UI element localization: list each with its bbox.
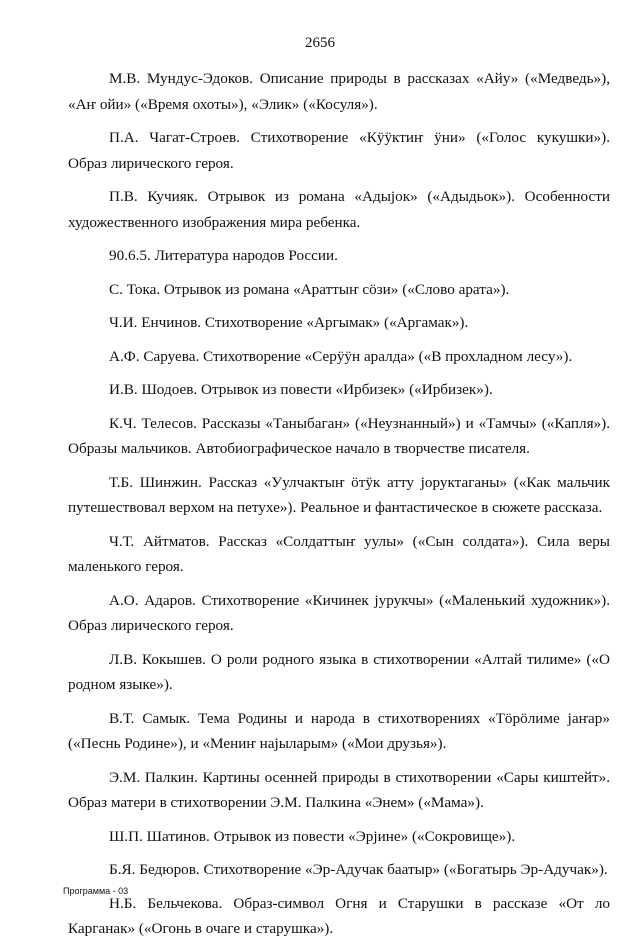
paragraph: В.Т. Самык. Тема Родины и народа в стихотворениях «Тӧрӧлиме јаҥар» («Песнь Родине»), и «Мениҥ најыларым» («Мои друзья»).: [68, 709, 610, 752]
paragraph: Э.М. Палкин. Картины осенней природы в стихотворении «Сары киштейт». Образ матери в стихотворении Э.М. Палкина «Энем» («Мама»).: [68, 768, 610, 811]
paragraph: А.Ф. Саруева. Стихотворение «Серӱӱн аралда» («В прохладном лесу»).: [109, 347, 573, 365]
paragraph: А.О. Адаров. Стихотворение «Кичинек јурукчы» («Маленький художник»). Образ лирического героя.: [68, 591, 610, 634]
paragraph: Л.В. Кокышев. О роли родного языка в стихотворении «Алтай тилиме» («О родном языке»).: [68, 650, 610, 693]
paragraph: Ч.Т. Айтматов. Рассказ «Солдаттыҥ уулы» («Сын солдата»). Сила веры маленького героя.: [68, 532, 610, 575]
paragraph: Н.Б. Бельчекова. Образ-символ Огня и Старушки в рассказе «От ло Карганак» («Огонь в очаге и старушка»).: [68, 894, 610, 937]
section-heading: 90.6.5. Литература народов России.: [109, 247, 338, 264]
page-number: 2656: [305, 35, 335, 51]
document-body: [68, 66, 610, 950]
paragraph: И.В. Шодоев. Отрывок из повести «Ирбизек» («Ирбизек»).: [109, 381, 493, 398]
paragraph: С. Тока. Отрывок из романа «Араттыҥ сӧзи» («Слово арата»).: [109, 280, 510, 298]
page-footer: Программа - 03: [63, 886, 129, 896]
paragraph: Ч.И. Енчинов. Стихотворение «Аргымак» («Аргамак»).: [109, 314, 469, 331]
paragraph: К.Ч. Телесов. Рассказы «Таныбаган» («Неузнанный») и «Тамчы» («Капля»). Образы мальчиков. Автобиографическое начало в творчестве писателя.: [68, 414, 610, 457]
paragraph: Б.Я. Бедюров. Стихотворение «Эр-Адучак баатыр» («Богатырь Эр-Адучак»).: [109, 861, 608, 878]
paragraph: Ш.П. Шатинов. Отрывок из повести «Эрјине» («Сокровище»).: [109, 827, 516, 845]
paragraph: П.А. Чагат-Строев. Стихотворение «Кӱӱктиҥ ӱни» («Голос кукушки»). Образ лирического героя.: [68, 129, 610, 172]
paragraph: Т.Б. Шинжин. Рассказ «Уулчактыҥ ӧтӱк атту јоруктаганы» («Как мальчик путешествовал верхом на петухе»). Реальное и фантастическое в сюжете рассказа.: [68, 473, 610, 516]
paragraph: П.В. Кучияк. Отрывок из романа «Адыјок» («Адыдьок»). Особенности художественного изображения мира ребенка.: [68, 188, 610, 231]
paragraph: М.В. Мундус-Эдоков. Описание природы в рассказах «Айу» («Медведь»), «Аҥ ойи» («Время охоты»), «Элик» («Косуля»).: [68, 70, 610, 113]
